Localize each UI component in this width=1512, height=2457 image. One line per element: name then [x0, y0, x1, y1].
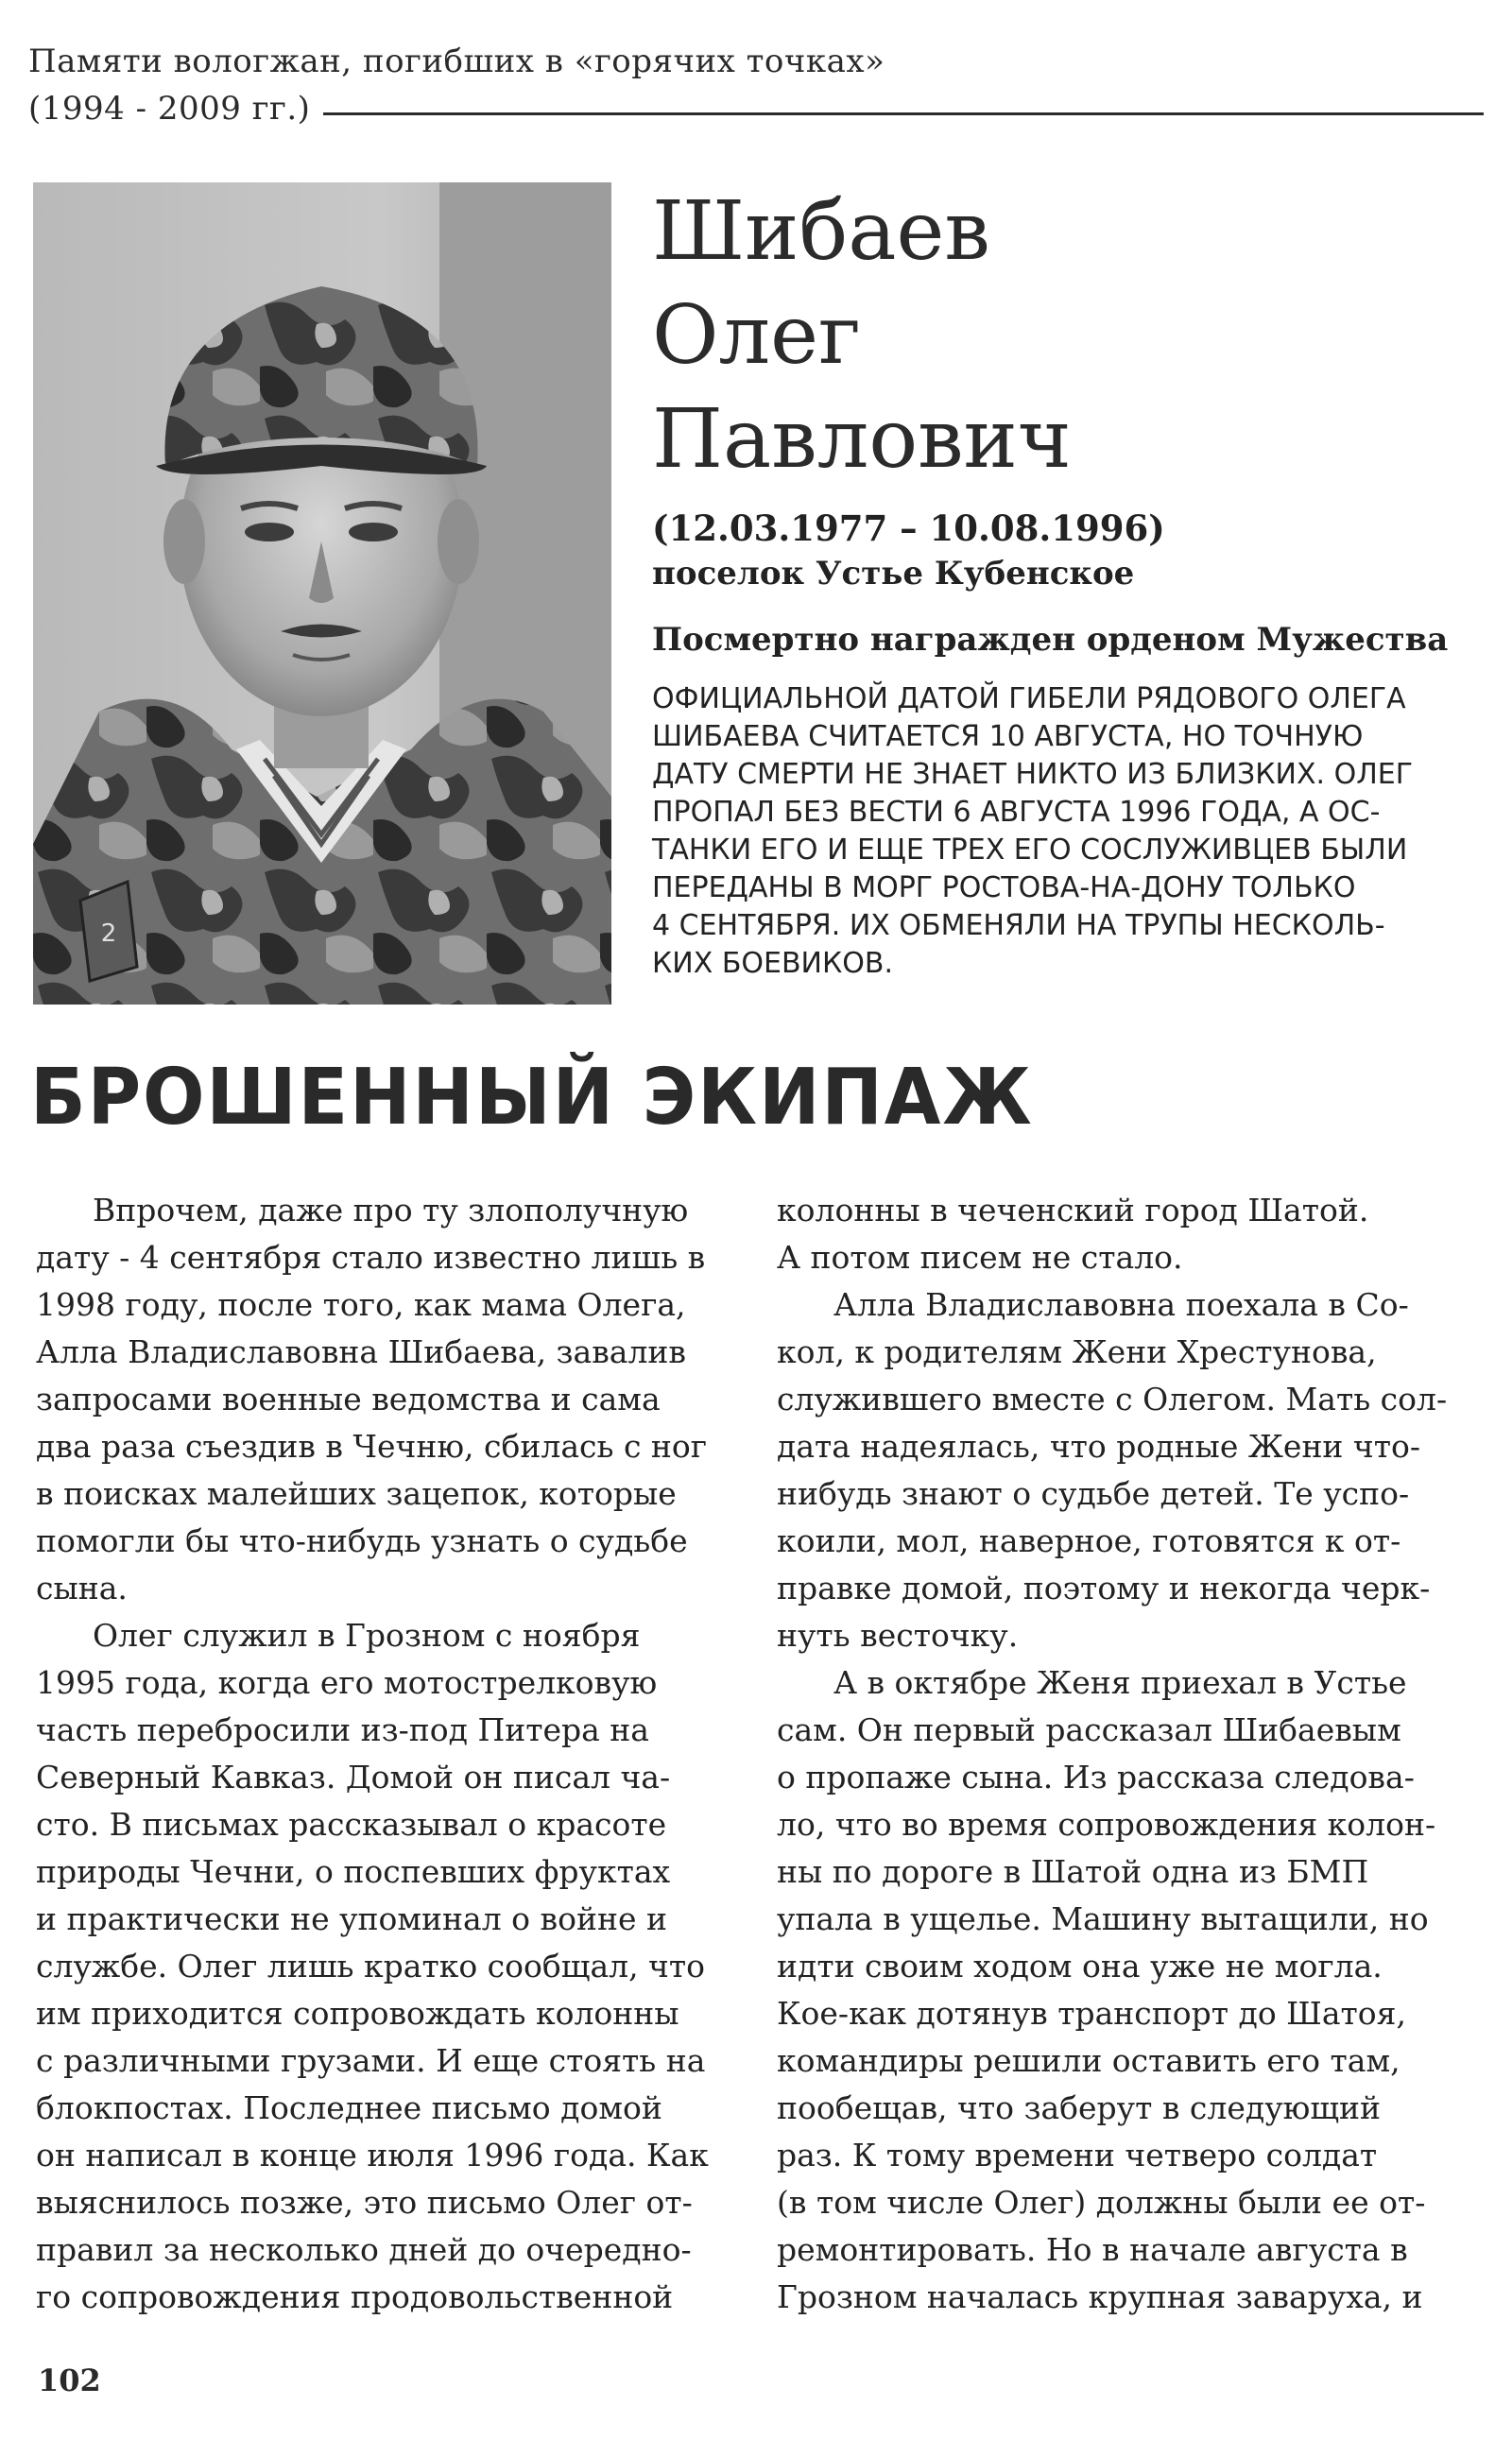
intro-line: ШИБАЕВА СЧИТАЕТСЯ 10 АВГУСТА, НО ТОЧНУЮ	[652, 720, 1364, 753]
article-column-left	[36, 1187, 735, 2321]
text-line: 1995 года, когда его мотострелковую	[36, 1664, 658, 1701]
text-line: (в том числе Олег) должны были ее от-	[777, 2184, 1426, 2221]
text-line: колонны в чеченский город Шатой.	[777, 1192, 1369, 1228]
portrait-photo	[33, 182, 611, 1005]
text-line: правке домой, поэтому и некогда черк-	[777, 1570, 1431, 1606]
text-line: блокпостах. Последнее письмо домой	[36, 2089, 662, 2126]
text-line: ло, что во время сопровождения колон-	[777, 1806, 1436, 1843]
text-line: правил за несколько дней до очередно-	[36, 2231, 692, 2268]
text-line: Кое-как дотянув транспорт до Шатоя,	[777, 1995, 1406, 2032]
text-line: он написал в конце июля 1996 года. Как	[36, 2137, 709, 2174]
text-line: дату - 4 сентября стало известно лишь в	[36, 1239, 706, 1276]
text-line: природы Чечни, о поспевших фруктах	[36, 1853, 671, 1890]
intro-line: КИХ БОЕВИКОВ.	[652, 947, 894, 980]
text-line: Грозном началась крупная заваруха, и	[777, 2278, 1423, 2315]
text-line: запросами военные ведомства и сама	[36, 1381, 661, 1418]
text-line: два раза съездив в Чечню, сбилась с ног	[36, 1428, 708, 1465]
text-line: Алла Владиславовна поехала в Со-	[833, 1286, 1409, 1323]
text-line: го сопровождения продовольственной	[36, 2278, 674, 2315]
intro-line: 4 СЕНТЯБРЯ. ИХ ОБМЕНЯЛИ НА ТРУПЫ НЕСКОЛЬ-	[652, 909, 1385, 942]
intro-line: ТАНКИ ЕГО И ЕЩЕ ТРЕХ ЕГО СОСЛУЖИВЦЕВ БЫЛИ	[652, 833, 1408, 867]
life-dates: (12.03.1977 – 10.08.1996)	[652, 507, 1165, 549]
header-line-2-row	[28, 85, 1484, 132]
text-line: помогли бы что-нибудь узнать о судьбе	[36, 1522, 688, 1559]
text-line: нибудь знают о судьбе детей. Те успо-	[777, 1475, 1410, 1512]
text-line: Алла Владиславовна Шибаева, завалив	[36, 1333, 687, 1370]
text-line: им приходится сопровождать колонны	[36, 1995, 679, 2032]
text-line: в поисках малейших зацепок, которые	[36, 1475, 677, 1512]
text-line: Олег служил в Грозном с ноября	[93, 1617, 641, 1654]
text-line: кол, к родителям Жени Хрестунова,	[777, 1333, 1377, 1370]
header-line-2: (1994 - 2009 гг.)	[28, 90, 311, 128]
text-line: службе. Олег лишь кратко сообщал, что	[36, 1948, 706, 1984]
text-line: и практически не упоминал о войне и	[36, 1900, 667, 1937]
badge-number: 2	[100, 919, 117, 948]
portrait-illustration	[33, 182, 611, 1005]
text-line: сына.	[36, 1570, 128, 1606]
award: Посмертно награжден орденом Мужества	[652, 621, 1449, 659]
intro-line: ПЕРЕДАНЫ В МОРГ РОСТОВА-НА-ДОНУ ТОЛЬКО	[652, 871, 1356, 904]
text-line: служившего вместе с Олегом. Мать сол-	[777, 1381, 1448, 1418]
text-line: выяснилось позже, это письмо Олег от-	[36, 2184, 693, 2221]
text-line: сам. Он первый рассказал Шибаевым	[777, 1711, 1401, 1748]
surname: Шибаев	[652, 184, 990, 279]
text-line: нуть весточку.	[777, 1617, 1019, 1654]
text-line: Северный Кавказ. Домой он писал ча-	[36, 1759, 671, 1796]
text-line: упала в ущелье. Машину вытащили, но	[777, 1900, 1429, 1937]
text-line: дата надеялась, что родные Жени что-	[777, 1428, 1421, 1465]
intro-text	[652, 680, 1484, 983]
text-line: ремонтировать. Но в начале августа в	[777, 2231, 1408, 2268]
text-line: с различными грузами. И еще стоять на	[36, 2042, 706, 2079]
text-line: идти своим ходом она уже не могла.	[777, 1948, 1383, 1984]
text-line: о пропаже сына. Из рассказа следова-	[777, 1759, 1415, 1796]
patronymic: Павлович	[652, 392, 1072, 487]
intro-line: ДАТУ СМЕРТИ НЕ ЗНАЕТ НИКТО ИЗ БЛИЗКИХ. ОЛЕГ	[652, 758, 1414, 791]
birthplace: поселок Устье Кубенское	[652, 555, 1135, 593]
text-line: 1998 году, после того, как мама Олега,	[36, 1286, 686, 1323]
intro-line: ПРОПАЛ БЕЗ ВЕСТИ 6 АВГУСТА 1996 ГОДА, А ОС-	[652, 796, 1381, 829]
text-line: Впрочем, даже про ту злополучную	[93, 1192, 689, 1228]
text-line: пообещав, что заберут в следующий	[777, 2089, 1382, 2126]
intro-line: ОФИЦИАЛЬНОЙ ДАТОЙ ГИБЕЛИ РЯДОВОГО ОЛЕГА	[652, 682, 1406, 715]
first-name: Олег	[652, 288, 862, 383]
article-headline: БРОШЕННЫЙ ЭКИПАЖ	[30, 1053, 1034, 1143]
text-line: раз. К тому времени четверо солдат	[777, 2137, 1378, 2174]
text-line: сто. В письмах рассказывал о красоте	[36, 1806, 667, 1843]
text-line: коили, мол, наверное, готовятся к от-	[777, 1522, 1401, 1559]
article-column-right	[777, 1187, 1476, 2321]
header-rule	[323, 112, 1484, 115]
running-header	[28, 38, 1484, 132]
page-number: 102	[38, 2362, 101, 2398]
text-line: А в октябре Женя приехал в Устье	[833, 1664, 1407, 1701]
text-line: ны по дороге в Шатой одна из БМП	[777, 1853, 1369, 1890]
text-line: часть перебросили из-под Питера на	[36, 1711, 649, 1748]
person-info	[652, 180, 1484, 983]
text-line: командиры решили оставить его там,	[777, 2042, 1400, 2079]
header-line-1: Памяти вологжан, погибших в «горячих точках»	[28, 43, 885, 80]
text-line: А потом писем не стало.	[777, 1239, 1183, 1276]
